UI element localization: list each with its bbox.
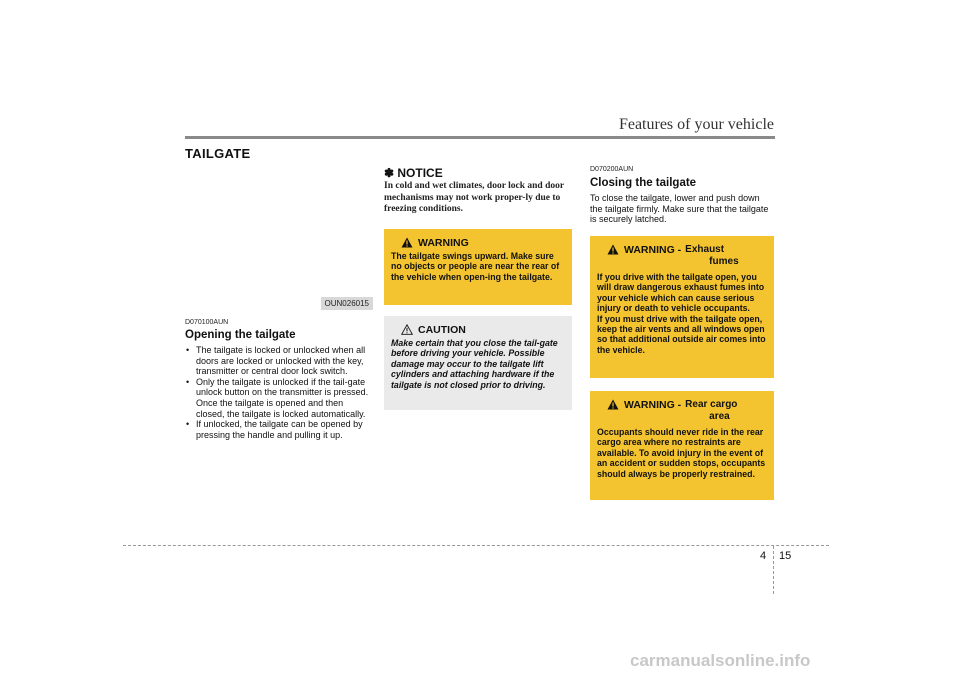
warning-subtitle-line: Rear cargo [685, 399, 738, 410]
notice-heading: ✽ NOTICE [384, 166, 443, 180]
warning-title: WARNING - [624, 244, 682, 256]
list-item: • The tailgate is locked or unlocked when all doors are locked or unlocked with the key, transmitter or central door lock switch. [185, 345, 373, 377]
opening-bullets [185, 345, 373, 440]
page-header-title: Features of your vehicle [618, 116, 774, 133]
footer-rule [123, 545, 829, 546]
footer-divider [773, 546, 774, 594]
warning-subtitle-line: Exhaust [685, 244, 725, 255]
caution-title: CAUTION [418, 324, 466, 336]
opening-heading: Opening the tailgate [185, 329, 296, 341]
warning-title: WARNING [418, 237, 469, 249]
caution-box [384, 316, 572, 410]
list-item: • Only the tailgate is unlocked if the tail-gate unlock button on the transmitter is pressed. Once the tailgate is opened and then closed, the tailgate is locked automatically. [185, 377, 373, 419]
page-number: 15 [779, 550, 792, 562]
warning-text: If you must drive with the tailgate open, keep the air vents and all windows open so that additional outside air comes into the vehicle. [597, 313, 766, 355]
warning-box-tailgate [384, 229, 572, 305]
warning-box-exhaust [590, 236, 774, 378]
closing-text: To close the tailgate, lower and push down the tailgate firmly. Make sure that the tailgate is securely latched. [590, 193, 769, 225]
caution-text: Make certain that you close the tail-gate before driving your vehicle. Possible damage may occur to the tailgate lift cylinders and attaching hardware if the tailgate is not closed prior to driving. [391, 338, 558, 390]
list-item: • If unlocked, the tailgate can be opened by pressing the handle and pulling it up. [185, 419, 373, 440]
warning-text: Occupants should never ride in the rear cargo area where no restraints are available. To avoid injury in the event of an accident or sudden stops, occupants should always be properly restrained. [597, 427, 766, 479]
notice-text: In cold and wet climates, door lock and door mechanisms may not work proper-ly due to freezing conditions. [384, 181, 564, 214]
watermark: carmanualsonline.info [630, 651, 811, 670]
figure-code: OUN026015 [321, 297, 373, 310]
warning-text: The tailgate swings upward. Make sure no objects or people are near the rear of the vehicle when open-ing the tailgate. [391, 251, 560, 282]
chapter-number: 4 [760, 550, 767, 562]
opening-code: D070100AUN [185, 319, 229, 326]
closing-code: D070200AUN [590, 166, 634, 173]
tailgate-figure [185, 162, 373, 310]
closing-heading: Closing the tailgate [590, 177, 697, 189]
caution-triangle-icon [401, 324, 413, 335]
warning-triangle-icon [401, 237, 413, 248]
warning-triangle-icon [607, 399, 619, 410]
warning-subtitle-line: fumes [709, 256, 739, 267]
header-rule [185, 136, 775, 139]
warning-subtitle [685, 244, 738, 268]
warning-text: If you drive with the tailgate open, you will draw dangerous exhaust fumes into your vehicle which can cause serious injury or death to vehicle occupants. [597, 272, 765, 314]
section-title: TAILGATE [185, 146, 251, 161]
warning-subtitle-line: area [709, 411, 730, 422]
warning-subtitle [685, 399, 737, 423]
warning-triangle-icon [607, 244, 619, 255]
warning-box-cargo [590, 391, 774, 500]
warning-title: WARNING - [624, 399, 682, 411]
